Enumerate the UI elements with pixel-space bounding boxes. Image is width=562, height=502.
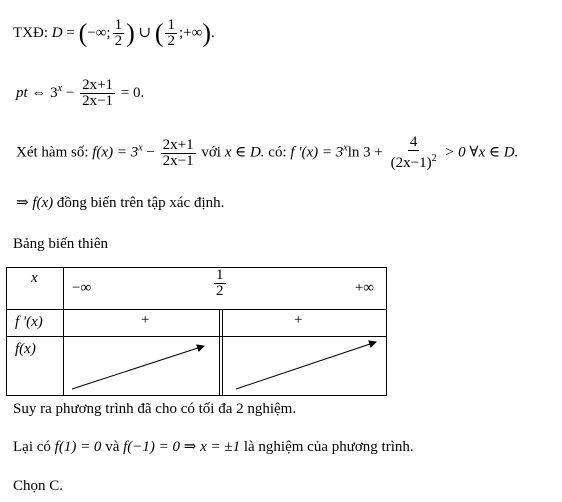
fraction-rational: $\frac{2x+1}{2x-1}$ [82,77,114,109]
fraction-rational-2: $\frac{2x+1}{2x-1}$ [162,136,194,169]
header-fprime-cell: f '(x) [7,310,64,337]
equation-line: pt ⇔ 3$^x$ − $\frac{2x+1}{2x-1}$ = 0. [16,77,145,109]
domain-line: TXĐ: D = (−∞; $\frac{1}{2}$ ) ∪ ( $\frac{1}{2}$ ;+∞). [13,17,215,49]
f-row [64,337,387,396]
max-solutions-line: Suy ra phương trình đã cho có tối đa 2 nghiệm. [13,401,297,417]
table-title: Bảng biến thiên [13,236,108,252]
fprime-row: + + [64,310,387,337]
increasing-arrow-right [236,342,376,389]
variation-table [6,267,387,396]
function-line: Xét hàm số: $f(x) = 3^x$ − $\frac{2x+1}{2x-1}$ với x ∈ D. có: f '$(x) = 3^x\ln$ 3 + $\frac{4}{(2x-1)^2}$ > 0 ∀x ∈ D. [16,134,519,171]
table-half: $\frac{1}{2}$ [216,267,224,299]
x-row-values: −∞ $\frac{1}{2}$ +∞ [64,268,387,310]
header-f-cell: f(x) [7,337,64,396]
answer-line: Chọn C. [13,478,64,494]
fraction-half-2: $\frac{1}{2}$ [167,17,175,49]
header-x-cell: x [7,268,64,310]
fraction-derivative: $\frac{4}{(2x-1)^2}$ [390,134,437,171]
fraction-half: $\frac{1}{2}$ [114,17,123,49]
roots-line: Lại có f(1) = 0 và f(−1) = 0 ⇒ x = ±1 là nghiệm của phương trình. [13,439,414,455]
undefined-bar [219,309,223,337]
conclusion-line: ⇒ f(x) đồng biến trên tập xác định. [16,195,225,211]
increasing-arrows [64,337,387,395]
domain-label: TXĐ: [13,24,48,41]
increasing-arrow-left [72,346,204,389]
